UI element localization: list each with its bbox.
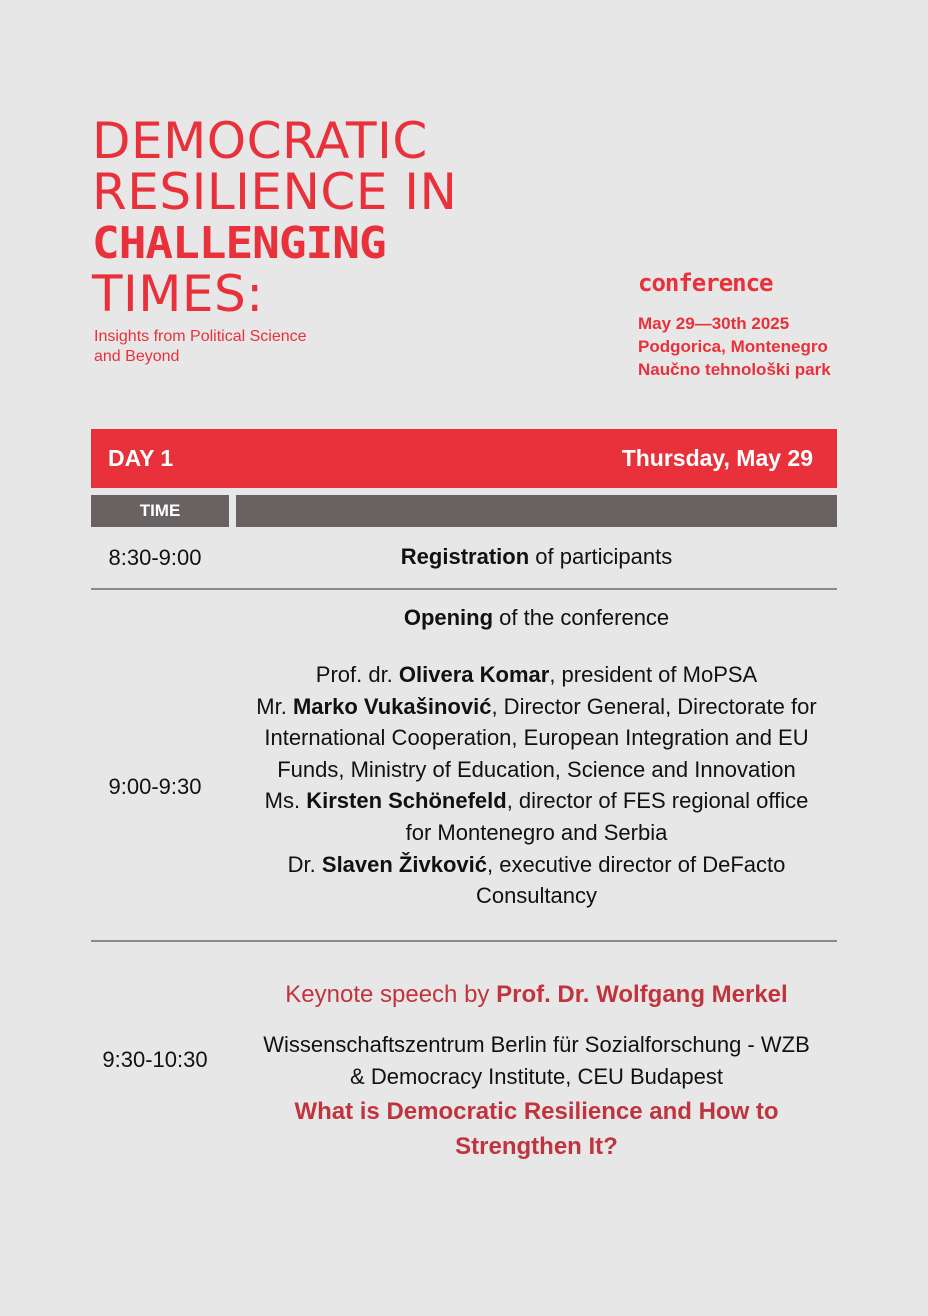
day-date: Thursday, May 29	[621, 445, 813, 471]
speaker-title: Ms.	[264, 788, 307, 814]
speaker	[254, 659, 819, 691]
session-time: 8:30-9:00	[108, 545, 202, 570]
session-column-header	[236, 495, 837, 527]
keynote-talk-title	[236, 1094, 837, 1164]
title-line-3: CHALLENGING	[92, 217, 386, 269]
session-time: 9:00-9:30	[108, 774, 202, 799]
speaker-list	[236, 659, 837, 912]
speaker-role: , executive director of DeFacto Consultancy	[475, 851, 786, 909]
speaker	[254, 849, 819, 912]
talk-title-line-1: What is Democratic Resilience and How to	[294, 1098, 779, 1125]
time-column-header: TIME	[91, 495, 229, 527]
speaker-title: Dr.	[287, 851, 322, 877]
conference-label: conference	[638, 269, 773, 297]
keynote-speaker: Prof. Dr. Wolfgang Merkel	[496, 981, 788, 1008]
subtitle-line-2: and Beyond	[94, 348, 180, 365]
table-header	[91, 495, 837, 527]
keynote-prefix: Keynote speech by	[285, 981, 497, 1008]
session-title-rest: of participants	[529, 544, 673, 569]
keynote-affiliation: Wissenschaftszentrum Berlin für Sozialforschung - WZB & Democracy Institute, CEU Budapest	[263, 1032, 810, 1089]
title-line-4: TIMES:	[92, 265, 264, 323]
session-title-bold: Opening	[403, 605, 494, 630]
speaker	[254, 785, 819, 848]
subtitle-line-1: Insights from Political Science	[94, 328, 307, 345]
speaker-title: Mr.	[256, 693, 293, 719]
conference-subtitle	[94, 327, 354, 367]
conference-venue: Naučno tehnološki park	[638, 360, 831, 379]
session-title-rest: of the conference	[493, 605, 670, 630]
conference-info	[638, 270, 831, 381]
conference-title	[92, 112, 458, 323]
talk-title-line-2: Strengthen It?	[455, 1133, 618, 1160]
speaker-role: , Director General, Directorate for International Cooperation, European Integration and EU Funds, Ministry of Education, Science and Innovation	[264, 693, 817, 782]
keynote-heading	[236, 979, 837, 1011]
speaker-name: Marko Vukašinović	[292, 693, 492, 719]
conference-location: Podgorica, Montenegro	[638, 337, 828, 356]
title-line-1: DEMOCRATIC	[92, 112, 428, 170]
session-title	[236, 541, 837, 573]
speaker-name: Kirsten Schönefeld	[306, 788, 507, 814]
day-label: DAY 1	[108, 445, 174, 471]
title-line-2: RESILIENCE IN	[92, 163, 458, 221]
conference-dates: May 29—30th 2025	[638, 314, 790, 333]
row-divider	[91, 940, 837, 942]
speaker-title: Prof. dr.	[315, 662, 399, 687]
session-title	[236, 602, 837, 634]
speaker-name: Slaven Živković	[321, 851, 487, 877]
session-time: 9:30-10:30	[102, 1047, 208, 1072]
speaker-name: Olivera Komar	[398, 662, 550, 687]
speaker-role: , director of FES regional office for Montenegro and Serbia	[405, 788, 809, 845]
speaker	[254, 691, 819, 786]
speaker-role: , president of MoPSA	[549, 662, 758, 687]
row-divider	[91, 588, 837, 590]
day-banner	[91, 429, 837, 488]
session-title-bold: Registration	[400, 544, 530, 569]
